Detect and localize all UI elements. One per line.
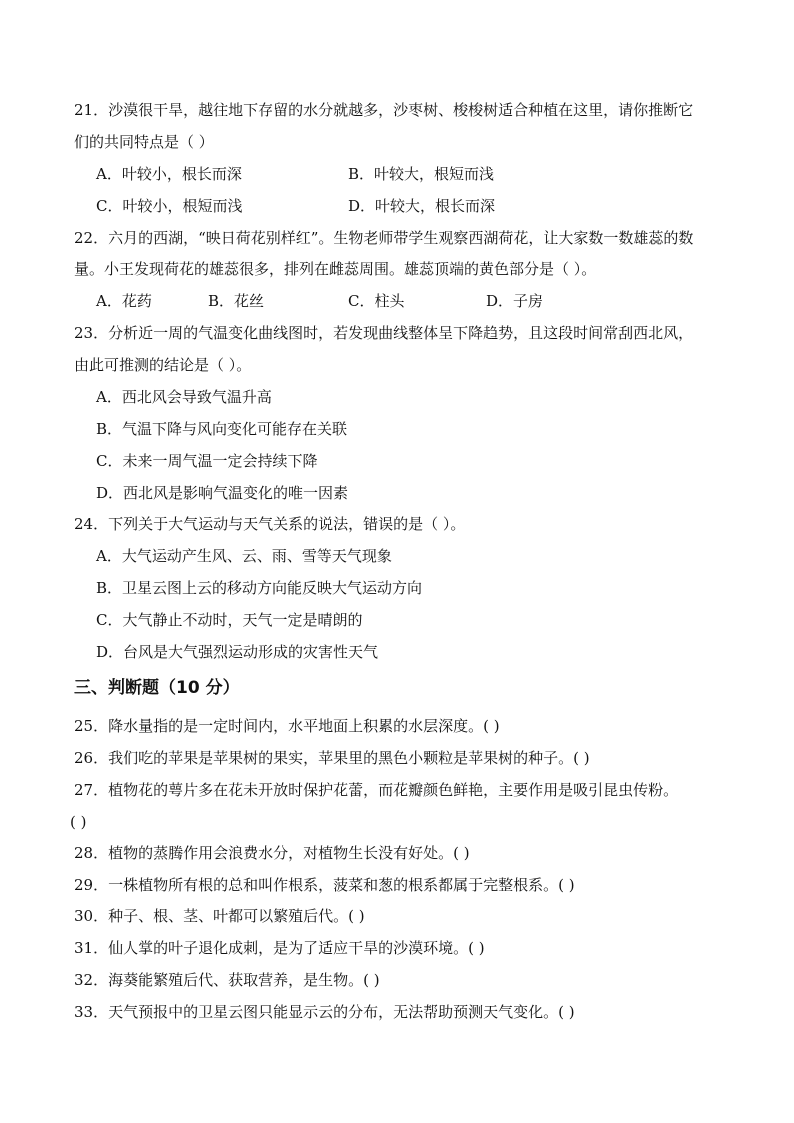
question-22-line-1: 22．六月的西湖，“映日荷花别样红”。生物老师带学生观察西湖荷花，让大家数一数雄蕊的数 xyxy=(74,229,694,247)
question-26: 26．我们吃的苹果是苹果树的果实，苹果里的黑色小颗粒是苹果树的种子。( ) xyxy=(74,749,590,767)
question-22-option-b: B．花丝 xyxy=(208,292,265,310)
question-32: 32．海葵能繁殖后代、获取营养，是生物。( ) xyxy=(74,971,380,989)
section-3-title: 三、判断题（10 分） xyxy=(74,678,240,698)
question-31: 31．仙人掌的叶子退化成刺，是为了适应干旱的沙漠环境。( ) xyxy=(74,939,485,957)
question-22-option-c: C．柱头 xyxy=(348,292,405,310)
question-24-option-a: A．大气运动产生风、云、雨、雪等天气现象 xyxy=(96,547,392,565)
question-27-line-2: ( ) xyxy=(70,813,87,831)
question-23-option-d: D．西北风是影响气温变化的唯一因素 xyxy=(96,484,349,502)
question-23-option-a: A．西北风会导致气温升高 xyxy=(96,388,272,406)
question-25: 25．降水量指的是一定时间内，水平地面上积累的水层深度。( ) xyxy=(74,717,500,735)
question-22-line-2: 量。小王发现荷花的雄蕊很多，排列在雌蕊周围。雄蕊顶端的黄色部分是（ ）。 xyxy=(74,260,597,278)
question-24-option-d: D．台风是大气强烈运动形成的灾害性天气 xyxy=(96,643,379,661)
question-24-option-c: C．大气静止不动时，天气一定是晴朗的 xyxy=(96,611,363,629)
question-29: 29．一株植物所有根的总和叫作根系，菠菜和葱的根系都属于完整根系。( ) xyxy=(74,876,575,894)
question-22-option-a: A．花药 xyxy=(96,292,152,310)
question-23-option-b: B．气温下降与风向变化可能存在关联 xyxy=(96,420,348,438)
question-23-option-c: C．未来一周气温一定会持续下降 xyxy=(96,452,318,470)
question-28: 28．植物的蒸腾作用会浪费水分，对植物生长没有好处。( ) xyxy=(74,844,470,862)
question-21-option-a: A．叶较小，根长而深 xyxy=(96,165,242,183)
question-22-option-d: D．子房 xyxy=(486,292,544,310)
question-21-option-b: B．叶较大，根短而浅 xyxy=(348,165,495,183)
question-21-line-2: 们的共同特点是（ ） xyxy=(74,133,214,151)
question-33: 33．天气预报中的卫星云图只能显示云的分布，无法帮助预测天气变化。( ) xyxy=(74,1003,575,1021)
question-23-line-2: 由此可推测的结论是（ ）。 xyxy=(74,356,252,374)
question-21-line-1: 21．沙漠很干旱，越往地下存留的水分就越多，沙枣树、梭梭树适合种植在这里，请你推断它 xyxy=(74,101,694,119)
question-24-option-b: B．卫星云图上云的移动方向能反映大气运动方向 xyxy=(96,579,423,597)
question-27-line-1: 27．植物花的萼片多在花未开放时保护花蕾，而花瓣颜色鲜艳，主要作用是吸引昆虫传粉。 xyxy=(74,781,679,799)
question-21-option-d: D．叶较大，根长而深 xyxy=(348,197,496,215)
question-21-option-c: C．叶较小，根短而浅 xyxy=(96,197,243,215)
question-30: 30．种子、根、茎、叶都可以繁殖后代。( ) xyxy=(74,907,365,925)
question-24-line-1: 24．下列关于大气运动与天气关系的说法，错误的是（ ）。 xyxy=(74,515,466,533)
question-23-line-1: 23．分析近一周的气温变化曲线图时，若发现曲线整体呈下降趋势，且这段时间常刮西北风， xyxy=(74,324,694,342)
